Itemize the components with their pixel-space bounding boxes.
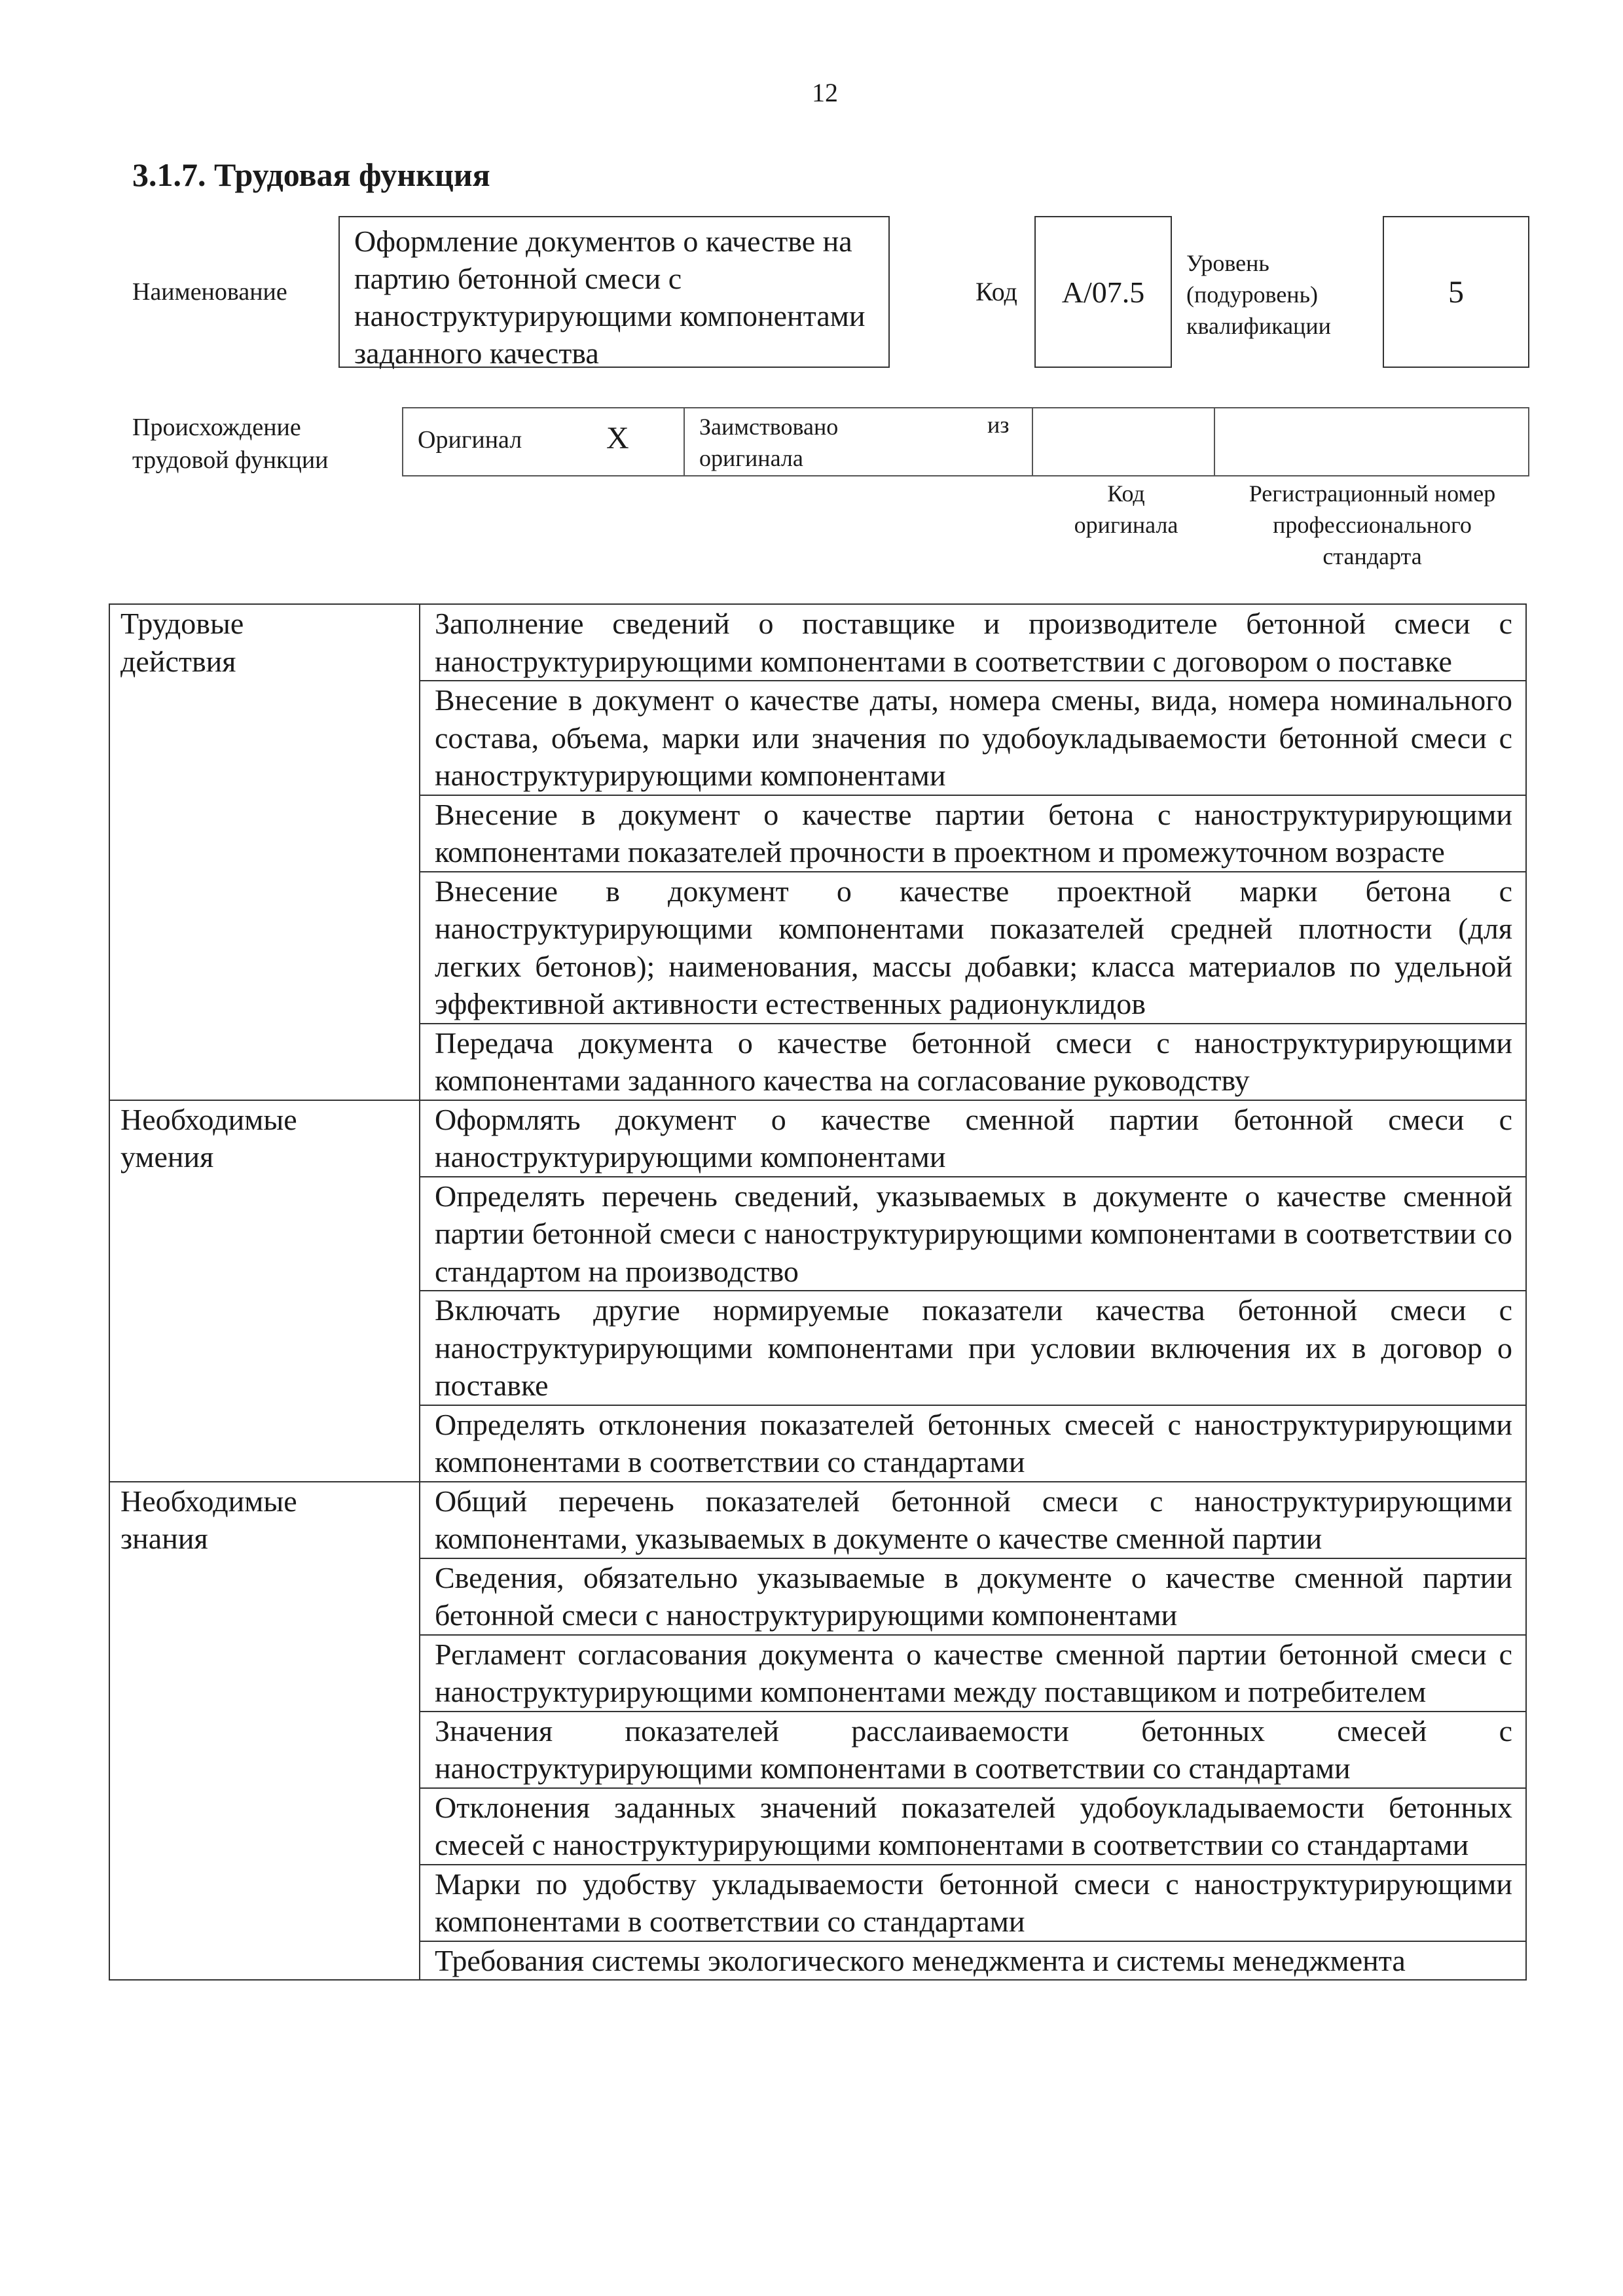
function-name-field: Оформление документов о качестве на партию бетонной смеси с наноструктурирующими компонентами заданного качества [338,216,890,368]
list-item: Внесение в документ о качестве даты, номера смены, вида, номера номинального состава, объема, марки или значения по удобоукладываемости бетонной смеси с наноструктурирующими компонентами [420,681,1526,795]
category-required-knowledge: Необходимые знания [109,1482,420,1981]
origin-table [402,407,1529,476]
page-number: 12 [812,78,838,107]
section-title: 3.1.7. Трудовая функция [132,156,490,193]
reg-number-caption: Регистрационный номер профессионального стандарта [1249,480,1496,569]
table-row [109,604,1526,681]
table-row [109,1482,1526,1558]
list-item: Марки по удобству укладываемости бетонной смеси с наноструктурирующими компонентами в соответствии со стандартами [420,1865,1526,1941]
code-label: Код [976,277,1017,306]
list-item: Внесение в документ о качестве партии бетона с наноструктурирующими компонентами показателей прочности в проектном и промежуточном возрасте [420,795,1526,872]
list-item: Передача документа о качестве бетонной смеси с наноструктурирующими компонентами заданного качества на согласование руководству [420,1024,1526,1100]
reg-number-cell [1214,408,1529,476]
qualification-level-field: 5 [1383,216,1529,368]
original-mark: X [606,421,629,456]
borrowed-cell: Заимствовано оригинала из [684,408,1032,476]
qualification-level-label: Уровень (подуровень) квалификации [1186,250,1331,339]
list-item: Заполнение сведений о поставщике и производителе бетонной смеси с наноструктурирующими компонентами в соответствии с договором о поставке [420,604,1526,681]
list-item: Требования системы экологического менеджмента и системы менеджмента [420,1941,1526,1981]
list-item: Общий перечень показателей бетонной смеси с наноструктурирующими компонентами, указываемых в документе о качестве сменной партии [420,1482,1526,1558]
list-item: Включать другие нормируемые показатели качества бетонной смеси с наноструктурирующими компонентами при условии включения их в договор о поставке [420,1291,1526,1405]
origin-label: Происхождение трудовой функции [132,414,329,474]
list-item: Внесение в документ о качестве проектной марки бетона с наноструктурирующими компонентами показателей средней плотности (для легких бетонов); наименования, массы добавки; класса материалов по удельной эффективной активности естественных радионуклидов [420,872,1526,1024]
code-field: А/07.5 [1034,216,1172,368]
category-required-skills: Необходимые умения [109,1100,420,1482]
list-item: Сведения, обязательно указываемые в документе о качестве сменной партии бетонной смеси с наноструктурирующими компонентами [420,1558,1526,1635]
list-item: Отклонения заданных значений показателей удобоукладываемости бетонных смесей с наноструктурирующими компонентами в соответствии со стандартами [420,1788,1526,1865]
original-code-cell [1032,408,1214,476]
category-labor-actions: Трудовые действия [109,604,420,1100]
list-item: Значения показателей расслаиваемости бетонных смесей с наноструктурирующими компонентами в соответствии со стандартами [420,1712,1526,1788]
list-item: Регламент согласования документа о качестве сменной партии бетонной смеси с наноструктурирующими компонентами между поставщиком и потребителем [420,1635,1526,1712]
name-label: Наименование [132,278,287,306]
list-item: Определять перечень сведений, указываемых в документе о качестве сменной партии бетонной смеси с наноструктурирующими компонентами в соответствии со стандартом на производство [420,1177,1526,1291]
original-cell: Оригинал X [403,408,684,476]
function-details-table [109,603,1527,1981]
list-item: Определять отклонения показателей бетонных смесей с наноструктурирующими компонентами в соответствии со стандартами [420,1405,1526,1482]
list-item: Оформлять документ о качестве сменной партии бетонной смеси с наноструктурирующими компонентами [420,1100,1526,1177]
original-code-caption: Код оригинала [1074,480,1178,538]
table-row [109,1100,1526,1177]
